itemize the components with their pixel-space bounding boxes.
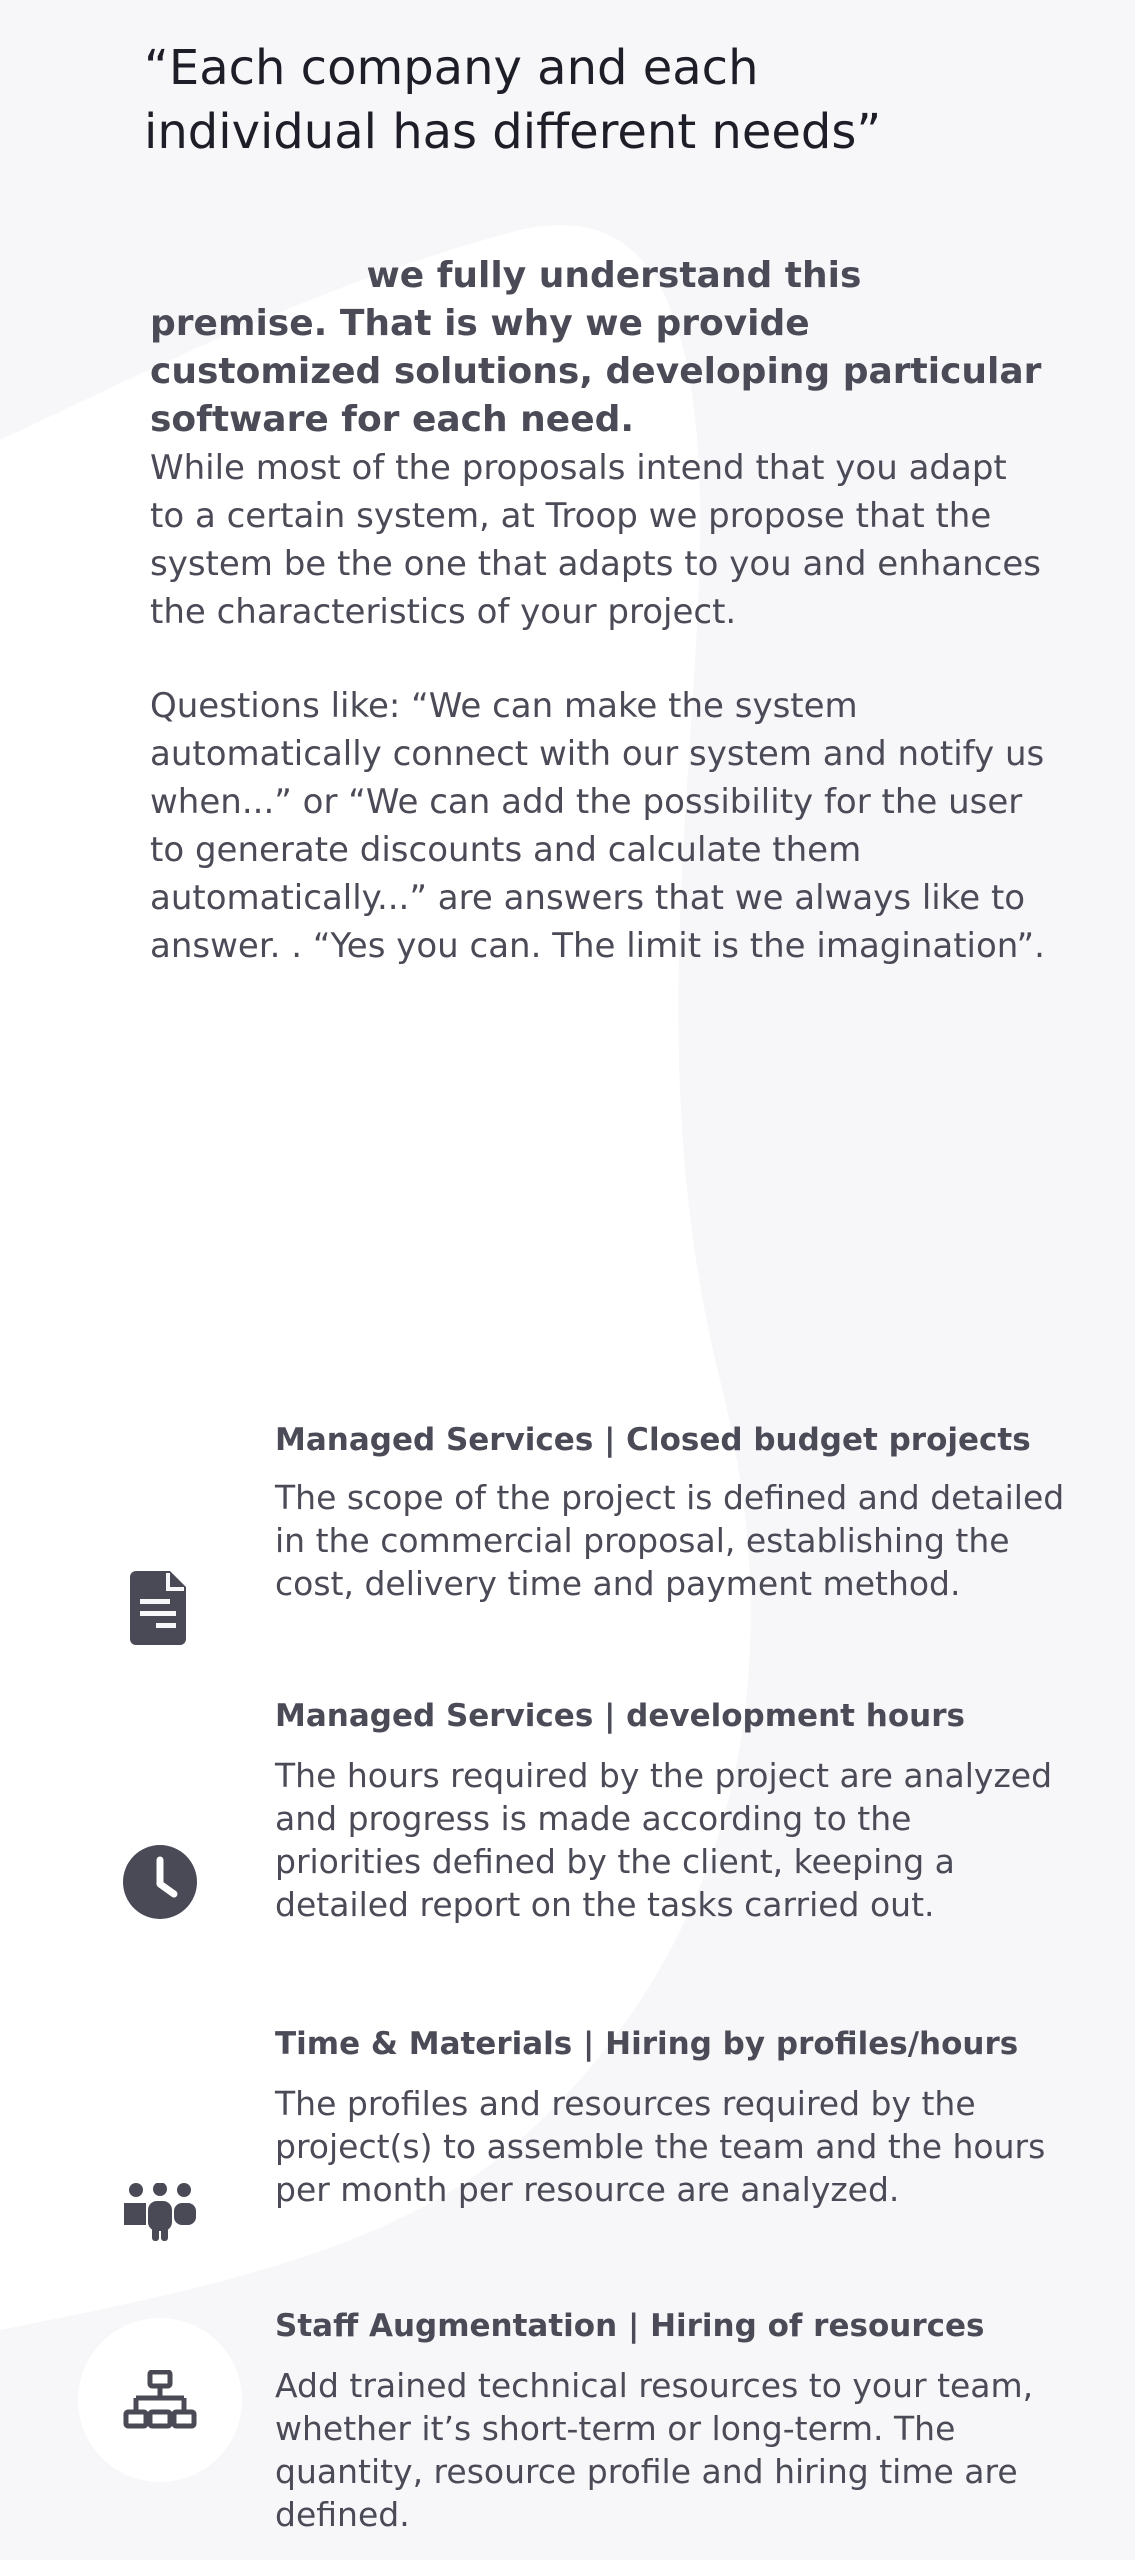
clock-icon bbox=[78, 1800, 242, 1964]
service-description: Add trained technical resources to your team, whether it’s short-term or long-term. The quantity, resource profile and hiring time are defined. bbox=[275, 2366, 1034, 2534]
org-chart-icon bbox=[78, 2318, 242, 2482]
lead-text: we fully understand this premise. That is why we provide customized solutions, developing particular software for each need. bbox=[150, 255, 1042, 440]
service-description: The profiles and resources required by the project(s) to assemble the team and the hours per month per resource are analyzed. bbox=[275, 2084, 1046, 2209]
lead-statement bbox=[150, 252, 1050, 444]
quote-line-1: “Each company and each bbox=[144, 40, 759, 96]
paragraph-adaptation: While most of the proposals intend that you adapt to a certain system, at Troop we propose that the system be the one that adapts to you and enhances the characteristics of your project. bbox=[150, 448, 1041, 632]
page-quote-heading bbox=[144, 36, 964, 164]
service-description: The scope of the project is defined and detailed in the commercial proposal, establishing the cost, delivery time and payment method. bbox=[275, 1478, 1065, 1603]
document-icon bbox=[78, 1526, 242, 1690]
paragraph-questions: Questions like: “We can make the system automatically connect with our system and notify us when...” or “We can add the possibility for the user to generate discounts and calculate them automatically...” are answers that we always like to answer. . “Yes you can. The limit is the imagination”. bbox=[150, 686, 1045, 966]
service-title: Staff Augmentation | Hiring of resources bbox=[275, 2308, 985, 2344]
service-title: Managed Services | development hours bbox=[275, 1698, 965, 1734]
service-title: Time & Materials | Hiring by profiles/hours bbox=[275, 2026, 1019, 2062]
company-name-mask bbox=[150, 262, 354, 292]
team-icon bbox=[78, 2130, 242, 2294]
service-title: Managed Services | Closed budget projects bbox=[275, 1422, 1031, 1458]
service-description: The hours required by the project are analyzed and progress is made according to the priorities defined by the client, keeping a detailed report on the tasks carried out. bbox=[275, 1756, 1053, 1924]
quote-line-2: individual has different needs” bbox=[144, 104, 882, 160]
